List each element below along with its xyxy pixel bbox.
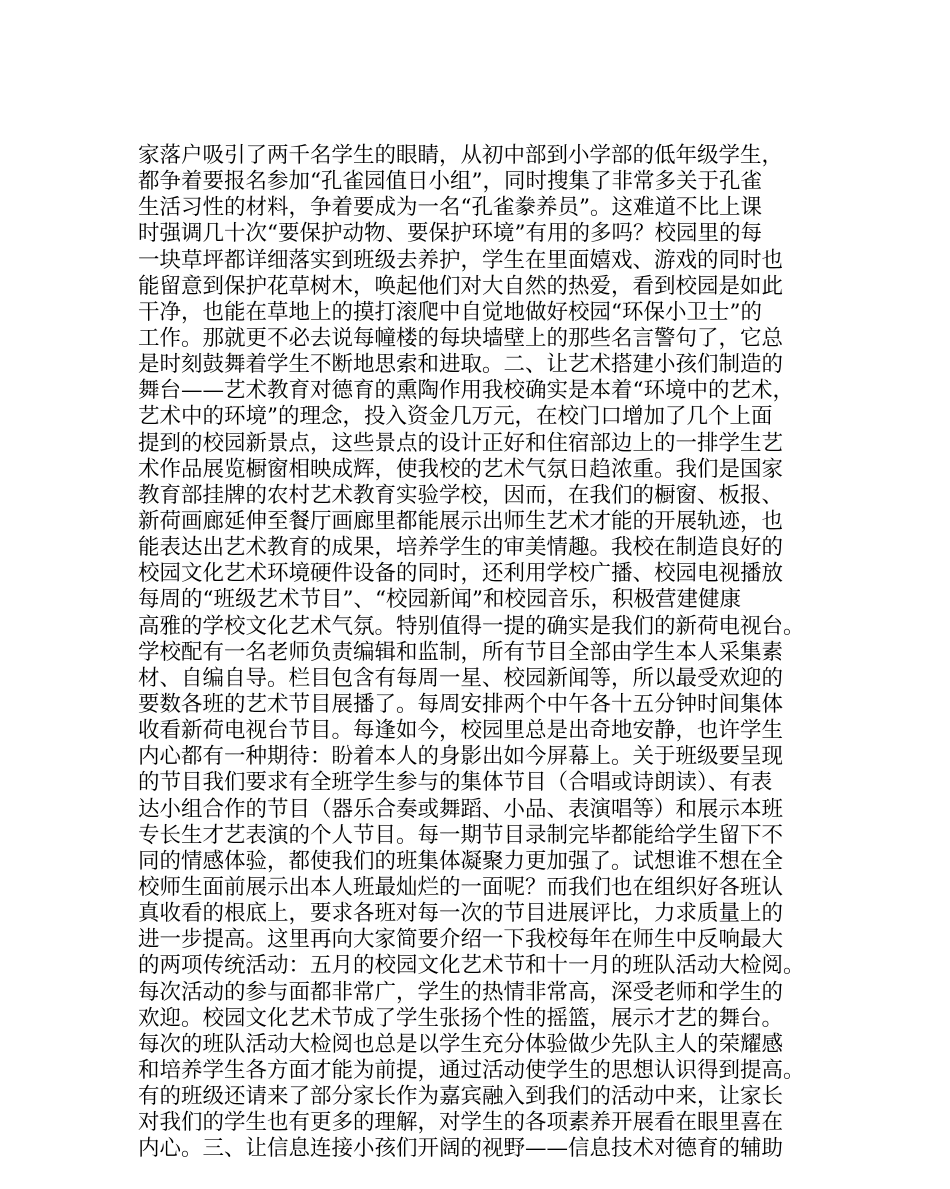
text-line: 的两项传统活动：五月的校园文化艺术节和十一月的班队活动大检阅。 [138,953,805,979]
text-line: 艺术中的环境”的理念，投入资金几万元，在校门口增加了几个上面 [138,404,773,430]
text-line: 收看新荷电视台节目。每逢如今，校园里总是出奇地安静，也许学生 [138,718,784,744]
text-line: 同的情感体验，都使我们的班集体凝聚力更加强了。试想谁不想在全 [138,848,784,874]
text-line: 校园文化艺术环境硬件设备的同时，还利用学校广播、校园电视播放 [138,561,784,587]
text-line: 进一步提高。这里再向大家简要介绍一下我校每年在师生中反响最大 [138,927,784,953]
text-line: 有的班级还请来了部分家长作为嘉宾融入到我们的活动中来，让家长 [138,1084,784,1110]
text-line: 干净，也能在草地上的摸打滚爬中自觉地做好校园“环保小卫士”的 [138,299,762,325]
text-line: 每周的“班级艺术节目”、“校园新闻”和校园音乐，积极营建健康 [138,587,741,613]
text-line: 和培养学生各方面才能为前提，通过活动使学生的思想认识得到提高。 [138,1057,805,1083]
text-line: 高雅的学校文化艺术气氛。特别值得一提的确实是我们的新荷电视台。 [138,613,805,639]
text-line: 达小组合作的节目（器乐合奏或舞蹈、小品、表演唱等）和展示本班 [138,796,784,822]
text-line: 是时刻鼓舞着学生不断地思索和进取。二、让艺术搭建小孩们制造的 [138,352,784,378]
text-line: 教育部挂牌的农村艺术教育实验学校，因而，在我们的橱窗、板报、 [138,482,784,508]
text-line: 时强调几十次“要保护动物、要保护环境”有用的多吗？校园里的每 [138,221,762,247]
text-line: 学校配有一名老师负责编辑和监制，所有节目全部由学生本人采集素 [138,639,784,665]
text-line: 专长生才艺表演的个人节目。每一期节目录制完毕都能给学生留下不 [138,822,784,848]
body-text [138,143,828,1162]
text-line: 能留意到保护花草树木，唤起他们对大自然的热爱，看到校园是如此 [138,273,784,299]
text-line: 舞台——艺术教育对德育的熏陶作用我校确实是本着“环境中的艺术， [138,378,794,404]
text-line: 提到的校园新景点，这些景点的设计正好和住宿部边上的一排学生艺 [138,430,784,456]
text-line: 真收看的根底上，要求各班对每一次的节目进展评比，力求质量上的 [138,901,784,927]
text-line: 每次活动的参与面都非常广，学生的热情非常高，深受老师和学生的 [138,979,784,1005]
text-line: 新荷画廊延伸至餐厅画廊里都能展示出师生艺术才能的开展轨迹，也 [138,508,784,534]
text-line: 的节目我们要求有全班学生参与的集体节目（合唱或诗朗读）、有表 [138,770,773,796]
text-line: 术作品展览橱窗相映成辉，使我校的艺术气氛日趋浓重。我们是国家 [138,456,784,482]
text-line: 内心都有一种期待：盼着本人的身影出如今屏幕上。关于班级要呈现 [138,744,784,770]
text-line: 家落户吸引了两千名学生的眼睛，从初中部到小学部的低年级学生， [138,143,784,168]
text-line: 每次的班队活动大检阅也总是以学生充分体验做少先队主人的荣耀感 [138,1031,784,1057]
text-line: 材、自编自导。栏目包含有每周一星、校园新闻等，所以最受欢迎的 [138,665,784,691]
text-line: 欢迎。校园文化艺术节成了学生张扬个性的摇篮，展示才艺的舞台。 [138,1005,784,1031]
text-line: 要数各班的艺术节目展播了。每周安排两个中午各十五分钟时间集体 [138,691,784,717]
text-line: 能表达出艺术教育的成果，培养学生的审美情趣。我校在制造良好的 [138,535,784,561]
text-line: 一块草坪都详细落实到班级去养护，学生在里面嬉戏、游戏的同时也 [138,247,784,273]
text-line: 对我们的学生也有更多的理解，对学生的各项素养开展看在眼里喜在 [138,1110,784,1136]
text-line: 工作。那就更不必去说每幢楼的每块墙壁上的那些名言警句了，它总 [138,325,784,351]
text-line: 内心。三、让信息连接小孩们开阔的视野——信息技术对德育的辅助 [138,1136,784,1162]
text-line: 校师生面前展示出本人班最灿烂的一面呢？而我们也在组织好各班认 [138,874,784,900]
text-line: 都争着要报名参加“孔雀园值日小组”，同时搜集了非常多关于孔雀 [138,169,762,195]
text-line: 生活习性的材料，争着要成为一名“孔雀豢养员”。这难道不比上课 [138,195,762,221]
